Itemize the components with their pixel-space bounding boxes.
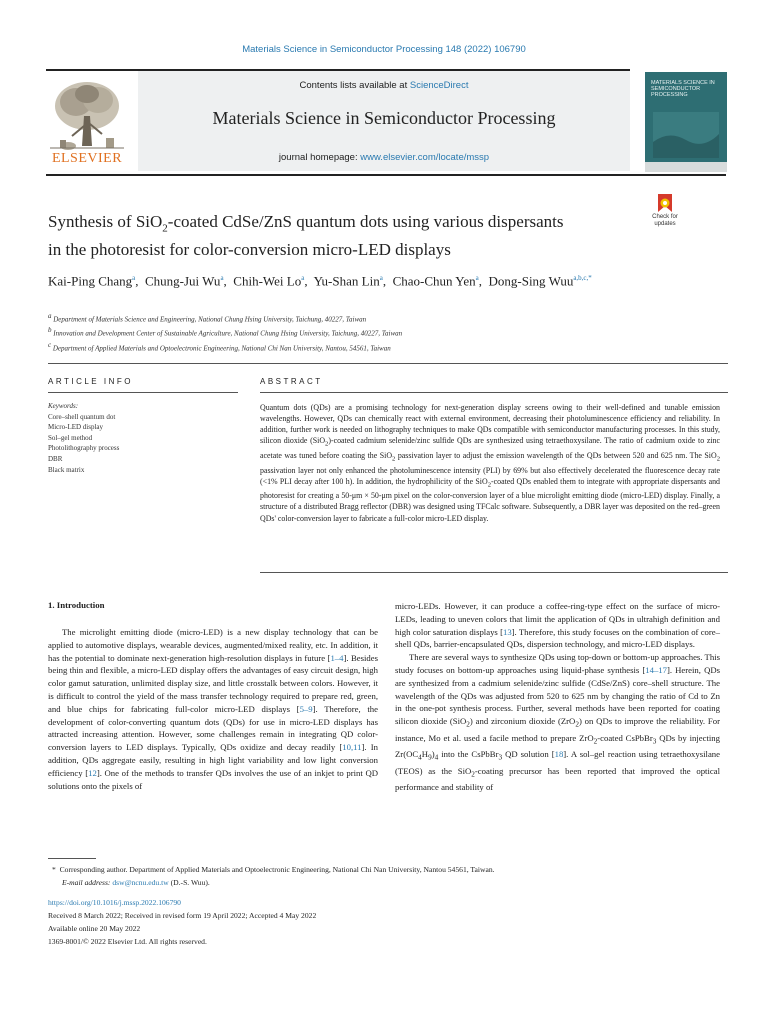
contents-prefix: Contents lists available at [299,80,408,91]
author-affil-mark[interactable]: a [379,274,383,282]
text-run: The microlight emitting diode (micro-LED) is a new display technology that can be applied to automotive displays, wearable devices, augmented/mixed reality, etc. In addition, it has the potential to dominate next-generation high-resolution displays in future [ [48,627,378,663]
asterisk-mark: * [52,865,60,874]
text-run: -coated CsPbBr [597,732,653,743]
subscript: 2 [466,720,470,729]
subscript: 2 [593,737,598,746]
email-note [62,877,722,889]
title-subscript: 2 [162,222,168,235]
keywords-label: Keywords: [48,402,79,410]
received-dates: Received 8 March 2022; Received in revised form 19 April 2022; Accepted 4 May 2022 [48,911,317,920]
citation-link[interactable]: 5–9 [299,703,313,714]
citation-link[interactable]: 12 [88,767,97,778]
abstract-part: Quantum dots (QDs) are a promising technology for next-generation display screens owing to their well-defined and tunable emission wavelengths. However, QDs can chemically react with external environment, decreasing their photoluminescence efficiency and reliability. In addition, further work is needed on lithography techniques to make QDs compatible with semiconductor manufacturing processes. In this study, silicon dioxide (SiO [260,403,720,446]
abstract-text [260,402,720,524]
keyword: Black matrix [48,465,85,474]
intro-paragraph [48,626,378,792]
abstract-part: passivation layer to adjust the emission wavelength of the QDs between 520 and 625 nm. The SiO [395,450,717,460]
text-run: QD solution [ [502,749,555,760]
homepage-prefix: journal homepage: [278,152,358,163]
affiliation-text: Innovation and Development Center of Sustainable Agriculture, National Chung Hsing University, Taichung, 40227, Taiwan [53,329,403,338]
author[interactable]: Chao-Chun Yen [392,273,476,289]
abstract-bottom-rule [260,572,728,573]
corresponding-author-note [52,864,722,876]
cover-pattern-icon [653,112,719,158]
intro-right-column [395,600,720,794]
abstract-subscript: 2 [325,440,329,448]
journal-homepage-line [138,152,630,163]
journal-reference[interactable]: Materials Science in Semiconductor Processing 148 (2022) 106790 [242,44,526,55]
author[interactable]: Chung-Jui Wu [145,273,221,289]
subscript: 3 [652,737,657,746]
abstract-subscript: 2 [716,455,720,463]
keyword: Photolithography process [48,444,120,453]
abstract-subscript: 2 [487,481,491,489]
affiliation-item [48,325,628,339]
text-run: There are several ways to synthesize QDs using top-down or bottom-up approaches. This study focuses on bottom-up approaches using liquid-phase synthesis [ [395,652,720,675]
affiliation-mark: a [48,312,52,320]
doi-text[interactable]: https://doi.org/10.1016/j.mssp.2022.106790 [48,898,181,907]
title-line-2: in the photoresist for color-conversion micro-LED displays [48,240,451,260]
copyright: 1369-8001/© 2022 Elsevier Ltd. All rights reserved. [48,937,207,946]
text-run: ]. One of the methods to transfer QDs involves the use of an inkjet to print QD solutions onto the pixels of [48,767,378,791]
abstract-part: -coated QDs enabled them to integrate with appropriate dispersants and photoresist for creating a 50-μm × 50-μm pixel on the color-conversion layer of a blue microlight emitting diode (micro-LED) display. Finally, a structure of a distributed Bragg reflector (DBR) was designed using TFCalc software. Subsequently, a DBR layer was deposited on the red–green QDs' color-conversion layer to fabricate a full-color micro-LED display. [260,476,720,523]
citation-link[interactable]: 14–17 [645,664,667,675]
check-for-updates-label[interactable]: Check for updates [652,214,678,227]
text-run: ) and zirconium dioxide (ZrO [469,716,576,727]
homepage-link[interactable]: www.elsevier.com/locate/mssp [360,152,490,163]
affiliation-item [48,340,628,354]
affiliation-mark: c [48,340,52,349]
subscript: 3 [498,753,503,762]
header-bottom-rule [46,174,726,176]
subscript: 4 [418,753,422,762]
cover-band [645,162,727,172]
keyword: Core–shell quantum dot [48,412,116,421]
contents-line [138,80,630,91]
affiliation-text: Department of Applied Materials and Optoelectronic Engineering, National Chi Nan University, Nantou, 54561, Taiwan [52,343,391,352]
intro-left-column [48,626,378,792]
email-label: E-mail address: [62,878,111,887]
intro-paragraph [395,600,720,651]
affiliation-item [48,311,628,325]
intro-paragraph [395,651,720,794]
abstract-label: ABSTRACT [260,377,323,386]
title-part: Synthesis of SiO [48,212,163,231]
journal-cover-thumbnail[interactable] [645,72,727,172]
author-affil-mark[interactable]: a,b,c,* [573,274,592,282]
affiliation-text: Department of Materials Science and Engineering, National Chung Hsing University, Taichung, 40227, Taiwan [53,315,367,324]
section-heading-introduction: 1. Introduction [48,600,105,610]
abstract-part: )-coated cadmium selenide/zinc sulfide QDs are synthesized using tetraethoxysilane. The ratio of cadmium oxide to zinc acetate was tuned before coating the SiO [260,436,720,460]
footnote-rule [48,858,96,859]
citation-link[interactable]: 13 [502,626,512,637]
text-run: into the CsPbBr [438,749,499,760]
author[interactable]: Yu-Shan Lin [313,273,380,289]
keyword: DBR [48,454,63,463]
abstract-rule [260,392,728,393]
article-info-label: ARTICLE INFO [48,377,133,386]
text-run: ) [431,749,435,760]
text-run: ]. A sol–gel reaction using tetraethoxysilane (TEOS) as the SiO [395,749,720,776]
article-info-rule [48,392,238,393]
doi-link[interactable] [48,897,718,909]
citation-link[interactable]: 1–4 [330,652,344,663]
text-run: micro-LEDs. However, it can produce a coffee-ring-type effect on the surface of micro-LEDs, leading to uneven colors that limit the application of QDs in ultrahigh definition and high color saturation displays [ [395,601,720,637]
sciencedirect-link[interactable]: ScienceDirect [409,80,469,91]
footnote-text: Corresponding author. Department of Applied Materials and Optoelectronic Engineering, National Chi Nan University, Nantou 54561, Taiwan. [59,865,495,874]
author-affil-mark[interactable]: a [301,274,305,282]
author[interactable]: Chih-Wei Lo [233,273,302,289]
abstract-subscript: 2 [392,455,396,463]
abstract-part: passivation layer not only enhanced the photoluminescence intensity (PLI) by 69% but also effectively decelerated the fluorescence decay rate (<1% PLI decay after 100 h). In addition, the hydrophilicity of the SiO [260,465,720,486]
available-online: Available online 20 May 2022 [48,924,141,933]
text-run: ]. Besides being thin and flexible, a micro-LED display offers the advantages of easy circuit design, high color gamut saturation, unlimited display size, and little crosstalk between colors. However, it is difficult to control the yield of the mass transfer technology required to prepare red, green, and blue chips for fabricating full-color micro-LED displays [ [48,652,378,714]
citation-link[interactable]: 18 [554,749,564,760]
subscript: 9 [428,753,432,762]
author-list: Kai-Ping Chang$^a$, Chung-Jui Wu$^a$, Chih-Wei Lo$^a$, Yu-Shan Lin$^a$, Chao-Chun Yen$^a$, Dong-Sing Wuu$^{a,b,c,*}$ [48,273,592,289]
text-run: QDs by injecting Zr(OC [395,732,720,760]
author-affil-mark[interactable]: a [475,274,479,282]
author-affil-mark[interactable]: a [220,274,224,282]
author[interactable]: Dong-Sing Wuu [488,273,574,289]
text-run: ]. Herein, QDs are synthesized from a cadmium selenide/zinc sulfide (CdSe/ZnS) core–shell structure. The wavelength of the QDs was adjusted from 520 to 625 nm by changing the ratio of Cd to Zn in the one-pot synthesis process. Further, several methods have been reported for coating silicon dioxide (SiO [395,664,720,727]
citation-link[interactable]: 10,11 [342,742,362,753]
keyword: Micro-LED display [48,423,104,432]
subscript: 2 [575,720,579,729]
elsevier-wordmark[interactable]: ELSEVIER [51,151,123,166]
text-run: ]. Therefore, the development of color-converting quantum dots (QDs) for use in micro-LED displays has attracted increasing attention. However, some challenges remain in integrating QD color-conversion layers to LED displays. Typically, QDs oxidize and decay readily [ [48,703,378,753]
text-run: ) on QDs to improve the reliability. For instance, Mo et al. used a facile method to prepare ZrO [395,716,720,743]
text-run: H [421,749,429,760]
author-affil-mark[interactable]: a [132,274,136,282]
author[interactable]: Kai-Ping Chang [48,273,133,289]
text-run: -coating precursor has been reported that improved the optical performance and stability of [395,765,721,793]
affiliation-mark: b [48,326,52,335]
keywords-block [48,401,238,475]
journal-title: Materials Science in Semiconductor Processing [212,108,556,128]
affiliations [48,311,628,354]
cover-title: MATERIALS SCIENCE IN SEMICONDUCTOR PROCESSING [651,80,715,98]
paper-title [48,211,628,261]
section-rule [48,363,728,364]
subscript: 4 [434,753,439,762]
subscript: 2 [471,770,475,779]
keyword: Sol–gel method [48,433,93,442]
text-run: ]. In addition, QDs aggregate easily, resulting in high light variability and low light conversion efficiency [ [48,742,378,778]
title-part: -coated CdSe/ZnS quantum dots using various dispersants [167,212,564,231]
email-link[interactable]: dsw@ncnu.edu.tw [112,878,169,887]
text-run: ]. Therefore, this study focuses on the combination of core–shell QDs, barrier-encapsulated QDs, dispersion technology, and micro-LED displays. [395,626,720,650]
email-suffix: (D.-S. Wuu). [170,878,210,887]
